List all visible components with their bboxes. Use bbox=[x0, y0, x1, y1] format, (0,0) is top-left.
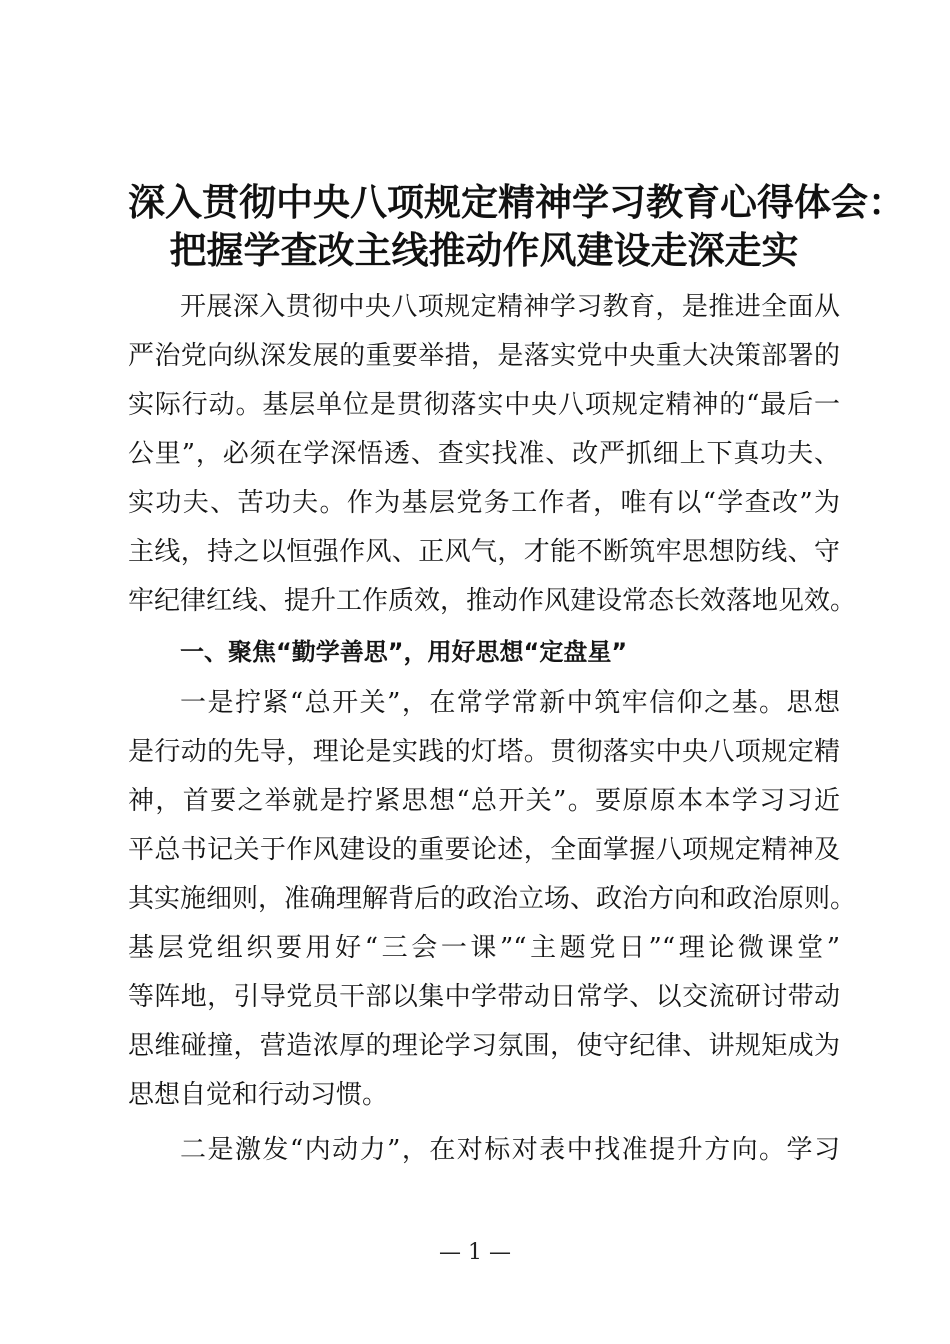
body-line: 实际行动。基层单位是贯彻落实中央八项规定精神的“最后一 bbox=[128, 390, 840, 420]
body-line: 神，首要之举就是拧紧思想“总开关”。要原原本本学习习近 bbox=[128, 786, 840, 816]
body-line: 等阵地，引导党员干部以集中学带动日常学、以交流研讨带动 bbox=[128, 982, 840, 1012]
document-title-line-2: 把握学查改主线推动作风建设走深走实 bbox=[169, 229, 799, 272]
document-title-line-1: 深入贯彻中央八项规定精神学习教育心得体会： bbox=[128, 181, 905, 224]
body-line: 基层党组织要用好“三会一课”“主题党日”“理论微课堂” bbox=[128, 933, 840, 963]
page-number: — 1 — bbox=[439, 1240, 511, 1265]
body-line: 严治党向纵深发展的重要举措，是落实党中央重大决策部署的 bbox=[128, 341, 840, 371]
body-line: 一是拧紧“总开关”，在常学常新中筑牢信仰之基。思想 bbox=[180, 688, 840, 718]
body-line: 平总书记关于作风建设的重要论述，全面掌握八项规定精神及 bbox=[128, 835, 840, 865]
body-line: 二是激发“内动力”，在对标对表中找准提升方向。学习 bbox=[180, 1135, 840, 1165]
body-line: 开展深入贯彻中央八项规定精神学习教育，是推进全面从 bbox=[180, 292, 840, 322]
body-line: 其实施细则，准确理解背后的政治立场、政治方向和政治原则。 bbox=[128, 884, 857, 914]
body-line: 思想自觉和行动习惯。 bbox=[128, 1080, 389, 1110]
body-line: 是行动的先导，理论是实践的灯塔。贯彻落实中央八项规定精 bbox=[128, 737, 840, 767]
body-line: 实功夫、苦功夫。作为基层党务工作者，唯有以“学查改”为 bbox=[128, 488, 840, 518]
body-line: 牢纪律红线、提升工作质效，推动作风建设常态长效落地见效。 bbox=[128, 586, 857, 616]
section-heading: 一、聚焦“勤学善思”，用好思想“定盘星” bbox=[180, 638, 628, 666]
body-line: 公里”，必须在学深悟透、查实找准、改严抓细上下真功夫、 bbox=[128, 439, 840, 469]
body-line: 思维碰撞，营造浓厚的理论学习氛围，使守纪律、讲规矩成为 bbox=[128, 1031, 840, 1061]
body-line: 主线，持之以恒强作风、正风气，才能不断筑牢思想防线、守 bbox=[128, 537, 840, 567]
